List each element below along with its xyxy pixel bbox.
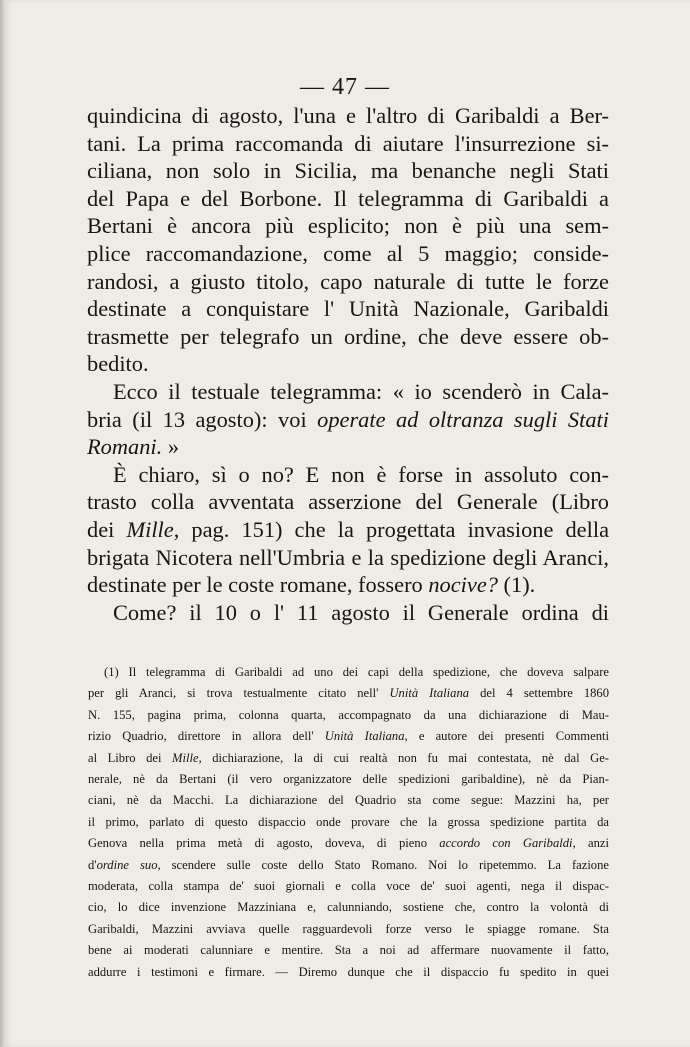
text-line: plice raccomandazione, come al 5 maggio; conside-: [87, 240, 609, 266]
footnote-line: [88, 748, 609, 769]
italic-run: Romani.: [87, 434, 163, 460]
footnote-line: nerale, nè da Bertani (il vero organizzatore delle spedizioni garibaldine), nè da Pian-: [88, 772, 609, 787]
text-line: È chiaro, sì o no? E non è forse in assoluto con-: [113, 461, 609, 487]
text-line: quindicina di agosto, l'una e l'altro di Garibaldi a Ber-: [87, 103, 609, 128]
text-run: d': [88, 857, 97, 872]
italic-run: Mille: [172, 750, 199, 765]
text-line: [87, 406, 609, 434]
footnote-line: ciani, nè da Macchi. La dichiarazione del Quadrio sta come segue: Mazzini ha, per: [88, 793, 609, 808]
footnote-line: bene ai moderati calunniare e mentire. Sta a noi ad affermare nuovamente il fatto,: [88, 943, 609, 958]
footnote-line: (1) Il telegramma di Garibaldi ad uno dei capi della spedizione, che doveva salpare: [104, 665, 609, 679]
text-line: Bertani è ancora più esplicito; non è più una sem-: [87, 213, 609, 239]
text-run: bria (il 13 agosto): voi: [87, 406, 318, 432]
page-binding-edge: [0, 0, 6, 1047]
text-line: brigata Nicotera nell'Umbria e la spedizione degli Aranci,: [87, 544, 609, 570]
text-line: randosi, a giusto titolo, capo naturale di tutte le forze: [87, 268, 609, 294]
text-line: Ecco il testuale telegramma: « io scenderò in Cala-: [113, 378, 609, 404]
footnote-line: Garibaldi, Mazzini avviava quelle ragguardevoli forze verso le spiagge romane. Sta: [88, 921, 609, 936]
page-number: — 47 —: [300, 74, 390, 100]
italic-run: operate ad oltranza sugli Stati: [317, 406, 609, 432]
footnote-line: [88, 833, 609, 854]
italic-run: Unità Italiana: [324, 729, 405, 744]
text-line: trasto colla avventata asserzione del Generale (Libro: [87, 489, 609, 515]
text-line: del Papa e del Borbone. Il telegramma di Garibaldi a: [87, 185, 609, 211]
text-run: Genova nella prima metà di agosto, doveva, di pieno: [88, 836, 440, 851]
text-line: Come? il 10 o l' 11 agosto il Generale ordina di: [113, 599, 609, 625]
text-run: rizio Quadrio, direttore in allora dell': [88, 729, 325, 744]
footnote-line: N. 155, pagina prima, colonna quarta, accompagnato da una dichiarazione di Mau-: [88, 707, 609, 722]
text-run: del 4 settembre 1860: [469, 686, 610, 701]
text-run: »: [162, 434, 180, 460]
italic-run: nocive?: [428, 572, 498, 598]
footnote-line: cio, lo dice invenzione Mazziniana e, calunniando, sostiene che, contro la volontà di: [88, 900, 609, 915]
footnote-line: [88, 855, 609, 876]
italic-run: accordo con Garibaldi: [439, 836, 573, 851]
text-line: [87, 516, 609, 544]
text-run: destinate per le coste romane, fossero: [87, 572, 429, 598]
text-run: per gli Aranci, si trova testualmente citato nell': [88, 686, 390, 701]
footnote-line: moderata, colla stampa de' suoi giornali e colla voce de' suoi agenti, nega il dispac-: [88, 879, 609, 894]
text-run: al Libro dei: [88, 750, 172, 765]
text-line: [87, 433, 609, 461]
text-line: tani. La prima raccomanda di aiutare l'insurrezione si-: [87, 130, 609, 156]
text-run: , dichiarazione, la di cui realtà non fu mai contestata, nè dal Ge-: [198, 750, 609, 765]
text-run: , scendere sulle coste dello Stato Romano. Noi lo ripetemmo. La fazione: [157, 857, 609, 872]
text-line: ciliana, non solo in Sicilia, ma benanche negli Stati: [87, 158, 609, 184]
italic-run: ordine suo: [96, 857, 158, 872]
footnote-line: addurre i testimoni e firmare. — Diremo dunque che il dispaccio fu spedito in quei: [88, 964, 609, 979]
footnote: [88, 662, 609, 983]
text-run: , anzi: [572, 836, 609, 851]
text-line: bedito.: [87, 351, 149, 377]
footnote-line: [88, 726, 609, 747]
main-text: [87, 102, 609, 626]
text-line: [87, 571, 609, 599]
text-run: (1).: [497, 572, 536, 598]
italic-run: Unità Italiana: [389, 686, 470, 701]
footnote-line: [88, 683, 609, 704]
footnote-line: il primo, parlato di questo dispaccio onde provare che la grossa spedizione partita da: [88, 814, 609, 829]
italic-run: Mille: [126, 516, 174, 542]
text-line: trasmette per telegrafo un ordine, che deve essere ob-: [87, 323, 609, 349]
text-line: destinate a conquistare l' Unità Nazionale, Garibaldi: [87, 296, 609, 322]
text-run: , e autore dei presenti Commenti: [404, 729, 609, 744]
text-run: , pag. 151) che la progettata invasione della: [173, 516, 610, 542]
text-run: dei: [87, 516, 127, 542]
